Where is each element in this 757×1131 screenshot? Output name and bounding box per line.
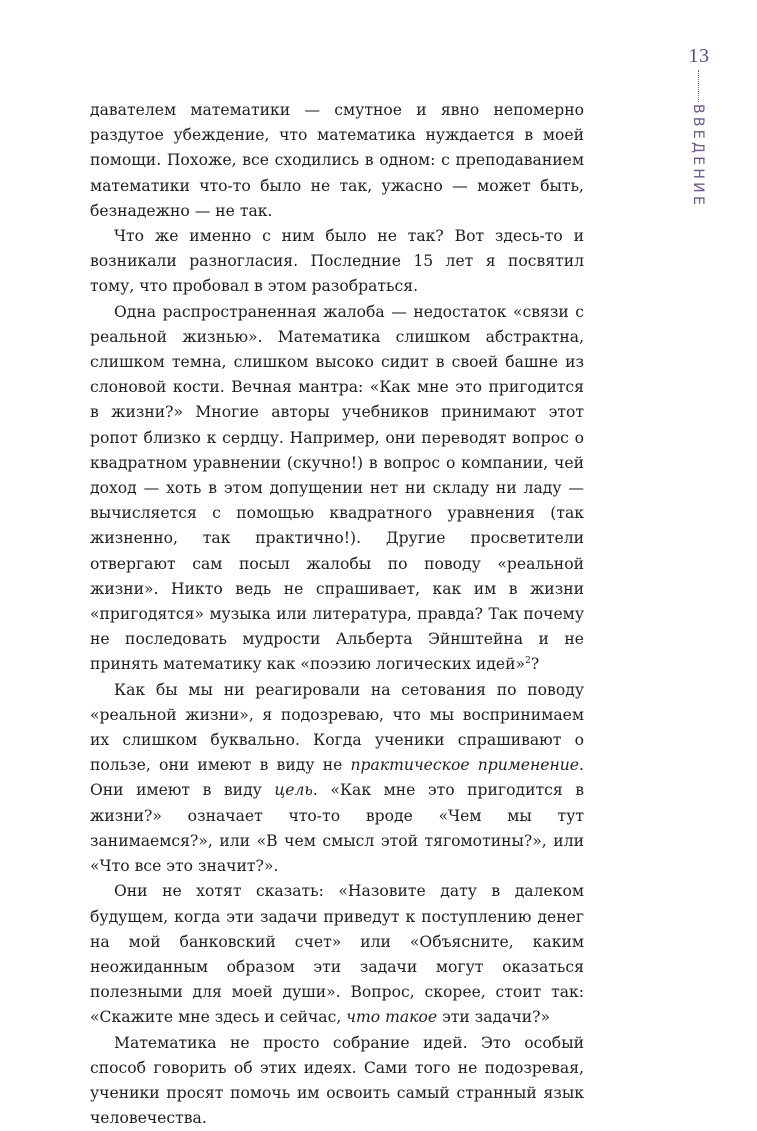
paragraph-6: Математика не просто собрание идей. Это особый способ говорить об этих идеях. Сами того не подозревая, ученики просят помочь им освоить самый странный язык человечества. [90,1033,584,1128]
paragraph-4-part-a: Как бы мы ни реагировали на сетования по поводу «реальной жизни», я подозреваю, что мы воспринимаем их слишком буквально. Когда ученики спрашивают о пользе, они имеют в виду не [90,680,584,775]
dotted-divider [698,70,699,102]
section-label: ВВЕДЕНИЕ [690,104,706,209]
paragraph-5-part-a: Они не хотят сказать: «Назовите дату в далеком будущем, когда эти задачи приведут к поступлению денег на мой банковский счет» или «Объясните, каким неожиданным образом эти задачи могут оказаться полезными для моей души». Вопрос, скорее, стоит так: «Скажите мне здесь и сейчас, [90,882,584,1027]
paragraph-4-part-c: . «Как мне это пригодится в жизни?» означает что-то вроде «Чем мы тут занимаемся?», или «В чем смысл этой тягомотины?», или «Что все это значит?». [90,781,584,876]
paragraph-3-end: ? [530,655,540,674]
paragraph-2: Что же именно с ним было не так? Вот здесь-то и возникали разногласия. Последние 15 лет я посвятил тому, что пробовал в этом разобраться. [90,227,584,296]
paragraph-3-text: Одна распространенная жалоба — недостаток «связи с реальной жизнью». Математика слишком абстрактна, слишком темна, слишком высоко сидит в своей башне из слоновой кости. Вечная мантра: «Как мне это пригодится в жизни?» Многие авторы учебников принимают этот ропот близко к сердцу. Например, они переводят вопрос о квадратном уравнении (скучно!) в вопрос о компании, чей доход — хоть в этом допущении нет ни складу ни ладу — вычисляется с помощью квадратного уравнения (так жизненно, так практично!). Другие просветители отвергают сам посыл жалобы по поводу «реальной жизни». Никто ведь не спрашивает, как им в жизни «пригодятся» музыка или литература, правда? Так почему не последовать мудрости Альберта Эйнштейна и не принять математику как «поэзию логических идей» [90,302,584,674]
emphasis-what-is: что такое [346,1008,438,1027]
paragraph-5-part-b: эти задачи?» [437,1008,551,1027]
paragraph-1: давателем математики — смутное и явно непомерно раздутое убеждение, что математика нуждается в моей помощи. Похоже, все сходились в одном: с преподаванием математики что-то было не так, ужасно — может быть, безнадежно — не так. [90,101,584,220]
footnote-ref: 2 [525,656,531,667]
body-text [90,98,584,1131]
emphasis-goal: цель [274,781,313,800]
paragraph-4-part-b: . Они имеют в виду [90,756,585,800]
emphasis-practical-use: практическое применение [350,756,580,775]
paragraph-3 [90,300,584,678]
paragraph-5 [90,879,584,1030]
page-number: 13 [688,45,710,67]
paragraph-4 [90,678,584,880]
